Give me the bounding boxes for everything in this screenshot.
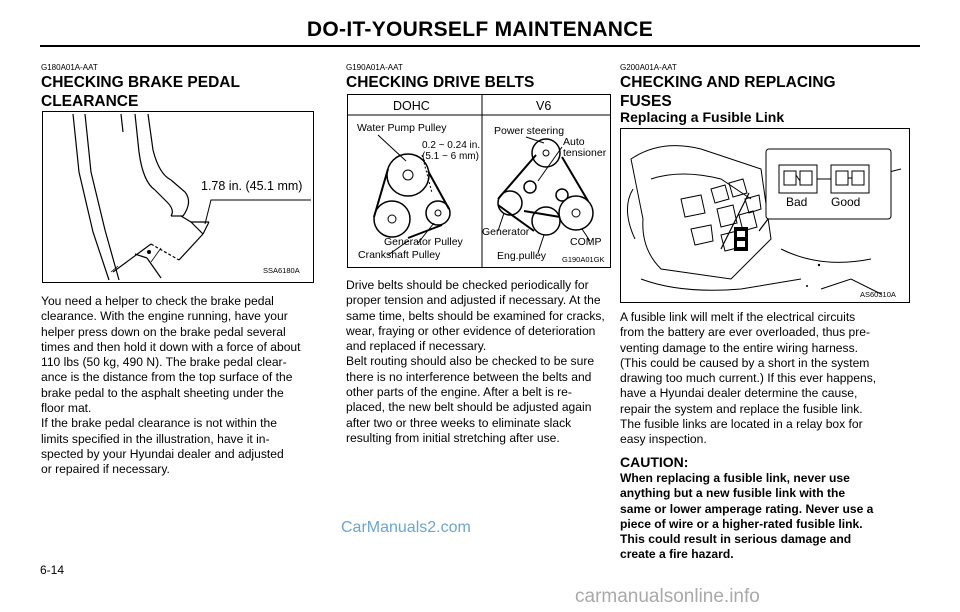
section-title-fuses xyxy=(620,73,920,111)
fusible-link-illustration xyxy=(621,129,909,302)
page-number: 6-14 xyxy=(40,563,65,577)
section-code-fuses: G200A01A-AAT xyxy=(620,63,677,72)
caution-title: CAUTION: xyxy=(620,454,689,470)
page-header-title: DO-IT-YOURSELF MAINTENANCE xyxy=(306,18,654,41)
power-steering-pulley xyxy=(532,139,560,167)
body-line: The fusible links are located in a relay box for xyxy=(620,417,863,432)
body-line: placed, the new belt should be adjusted again xyxy=(346,400,592,415)
tensioner-label: tensioner xyxy=(563,147,607,159)
body-line: there is no interference between the belts and xyxy=(346,369,592,384)
section-title-fuses-line1: CHECKING AND REPLACING xyxy=(620,74,836,91)
bad-label: Bad xyxy=(786,195,808,209)
body-line: Drive belts should be checked periodically for xyxy=(346,278,589,292)
brake-figure-code: SSA6180A xyxy=(263,266,300,275)
auto-tensioner-pulley xyxy=(524,181,536,193)
body-line: resulting from initial stretching after use. xyxy=(346,430,560,445)
comp-label: COMP xyxy=(570,236,602,248)
body-line: repair the system and replace the fusible link. xyxy=(620,401,863,416)
body-line: spected by your Hyundai dealer and adjusted xyxy=(41,446,284,461)
caution-line: This could result in serious damage and xyxy=(620,532,852,547)
body-line: drawing too much current.) If this ever happens, xyxy=(620,371,877,386)
body-line: helper press down on the brake pedal several xyxy=(41,324,286,339)
good-label: Good xyxy=(831,195,861,209)
v6-header: V6 xyxy=(536,99,552,113)
body-line: clearance. With the engine running, have your xyxy=(41,309,288,324)
section-subtitle-fusible-link: Replacing a Fusible Link xyxy=(620,109,785,125)
fusible-link-connector xyxy=(734,227,748,251)
belt-gap-line1: 0.2 ~ 0.24 in. xyxy=(422,140,481,151)
body-line: proper tension and adjusted if necessary. At the xyxy=(346,293,601,308)
body-line: after two or three weeks to eliminate slack xyxy=(346,415,572,430)
body-line: Belt routing should also be checked to be sure xyxy=(346,354,595,369)
body-line: same time, belts should be examined for cracks, xyxy=(346,308,605,323)
body-line: A fusible link will melt if the electrical circuits xyxy=(620,310,856,324)
body-line: brake pedal to the asphalt sheeting under the xyxy=(41,385,284,400)
body-line: or repaired if necessary. xyxy=(41,462,170,477)
caution-line: create a fire hazard. xyxy=(620,547,734,562)
body-line: venting damage to the entire wiring harness. xyxy=(620,340,858,355)
water-pump-label: Water Pump Pulley xyxy=(357,122,447,134)
body-line: 110 lbs (50 kg, 490 N). The brake pedal clear- xyxy=(41,355,287,370)
eng-pulley xyxy=(532,207,560,235)
body-line: times and then hold it down with a force of about xyxy=(41,339,301,354)
brake-pedal-illustration xyxy=(43,112,313,282)
brake-clearance-label: 1.78 in. (45.1 mm) xyxy=(201,179,303,193)
body-line: limits specified in the illustration, have it in- xyxy=(41,431,270,446)
body-line: have a Hyundai dealer determine the cause, xyxy=(620,386,858,401)
fusible-link-figure xyxy=(620,128,910,303)
section-title-brake-line2: CLEARANCE xyxy=(41,93,139,110)
body-line: You need a helper to check the brake pedal xyxy=(41,294,274,308)
comp-pulley xyxy=(559,196,593,230)
body-line: floor mat. xyxy=(41,401,92,416)
fuse-figure-code: AS60310A xyxy=(860,290,896,299)
caution-line: same or lower amperage rating. Never use a xyxy=(620,501,874,516)
crankshaft-pulley xyxy=(374,201,410,237)
brake-body-text xyxy=(41,294,312,478)
section-title-brake xyxy=(41,73,331,111)
body-line: (This could be caused by a short in the system xyxy=(620,355,870,370)
body-line: other parts of the engine. After a belt is re- xyxy=(346,385,572,400)
caution-line: piece of wire or a higher-rated fusible link. xyxy=(620,516,863,531)
caution-line: anything but a new fusible link with the xyxy=(620,486,846,501)
belt-figure-code: G190A01GK xyxy=(562,255,605,264)
belt-gap-line2: (5.1 ~ 6 mm) xyxy=(422,151,479,162)
belts-body-text xyxy=(346,278,610,446)
section-title-belts: CHECKING DRIVE BELTS xyxy=(346,74,535,91)
dohc-header: DOHC xyxy=(393,99,430,113)
section-title-fuses-line2: FUSES xyxy=(620,93,672,110)
auto-label: Auto xyxy=(563,136,585,148)
body-line: ance is the distance from the top surface of the xyxy=(41,370,293,385)
watermark-carmanuals2: CarManuals2.com xyxy=(341,519,471,536)
brake-pedal-figure xyxy=(42,111,314,283)
body-line: If the brake pedal clearance is not within the xyxy=(41,416,277,431)
crankshaft-pulley-label: Crankshaft Pulley xyxy=(358,249,441,261)
caution-text xyxy=(620,471,910,563)
section-code-belts: G190A01A-AAT xyxy=(346,63,403,72)
body-line: wear, fraying or other evidence of deterioration xyxy=(346,323,596,338)
body-line: from the battery are ever overloaded, thus pre- xyxy=(620,325,871,340)
watermark-carmanualsonline: carmanualsonline.info xyxy=(575,586,760,607)
fuses-body-text xyxy=(620,310,910,448)
generator-pulley-label: Generator Pulley xyxy=(384,236,463,248)
generator-label: Generator xyxy=(482,226,530,238)
body-line: and replaced if necessary. xyxy=(346,339,487,354)
section-title-brake-line1: CHECKING BRAKE PEDAL xyxy=(41,74,240,91)
body-line: easy inspection. xyxy=(620,432,707,447)
power-steering-label: Power steering xyxy=(494,125,565,137)
caution-line: When replacing a fusible link, never use xyxy=(620,471,850,485)
section-code-brake: G180A01A-AAT xyxy=(41,63,98,72)
header-rule xyxy=(40,45,920,47)
drive-belt-figure xyxy=(347,94,611,268)
pedal-pivot xyxy=(147,250,151,254)
eng-pulley-label: Eng.pulley xyxy=(497,250,547,262)
